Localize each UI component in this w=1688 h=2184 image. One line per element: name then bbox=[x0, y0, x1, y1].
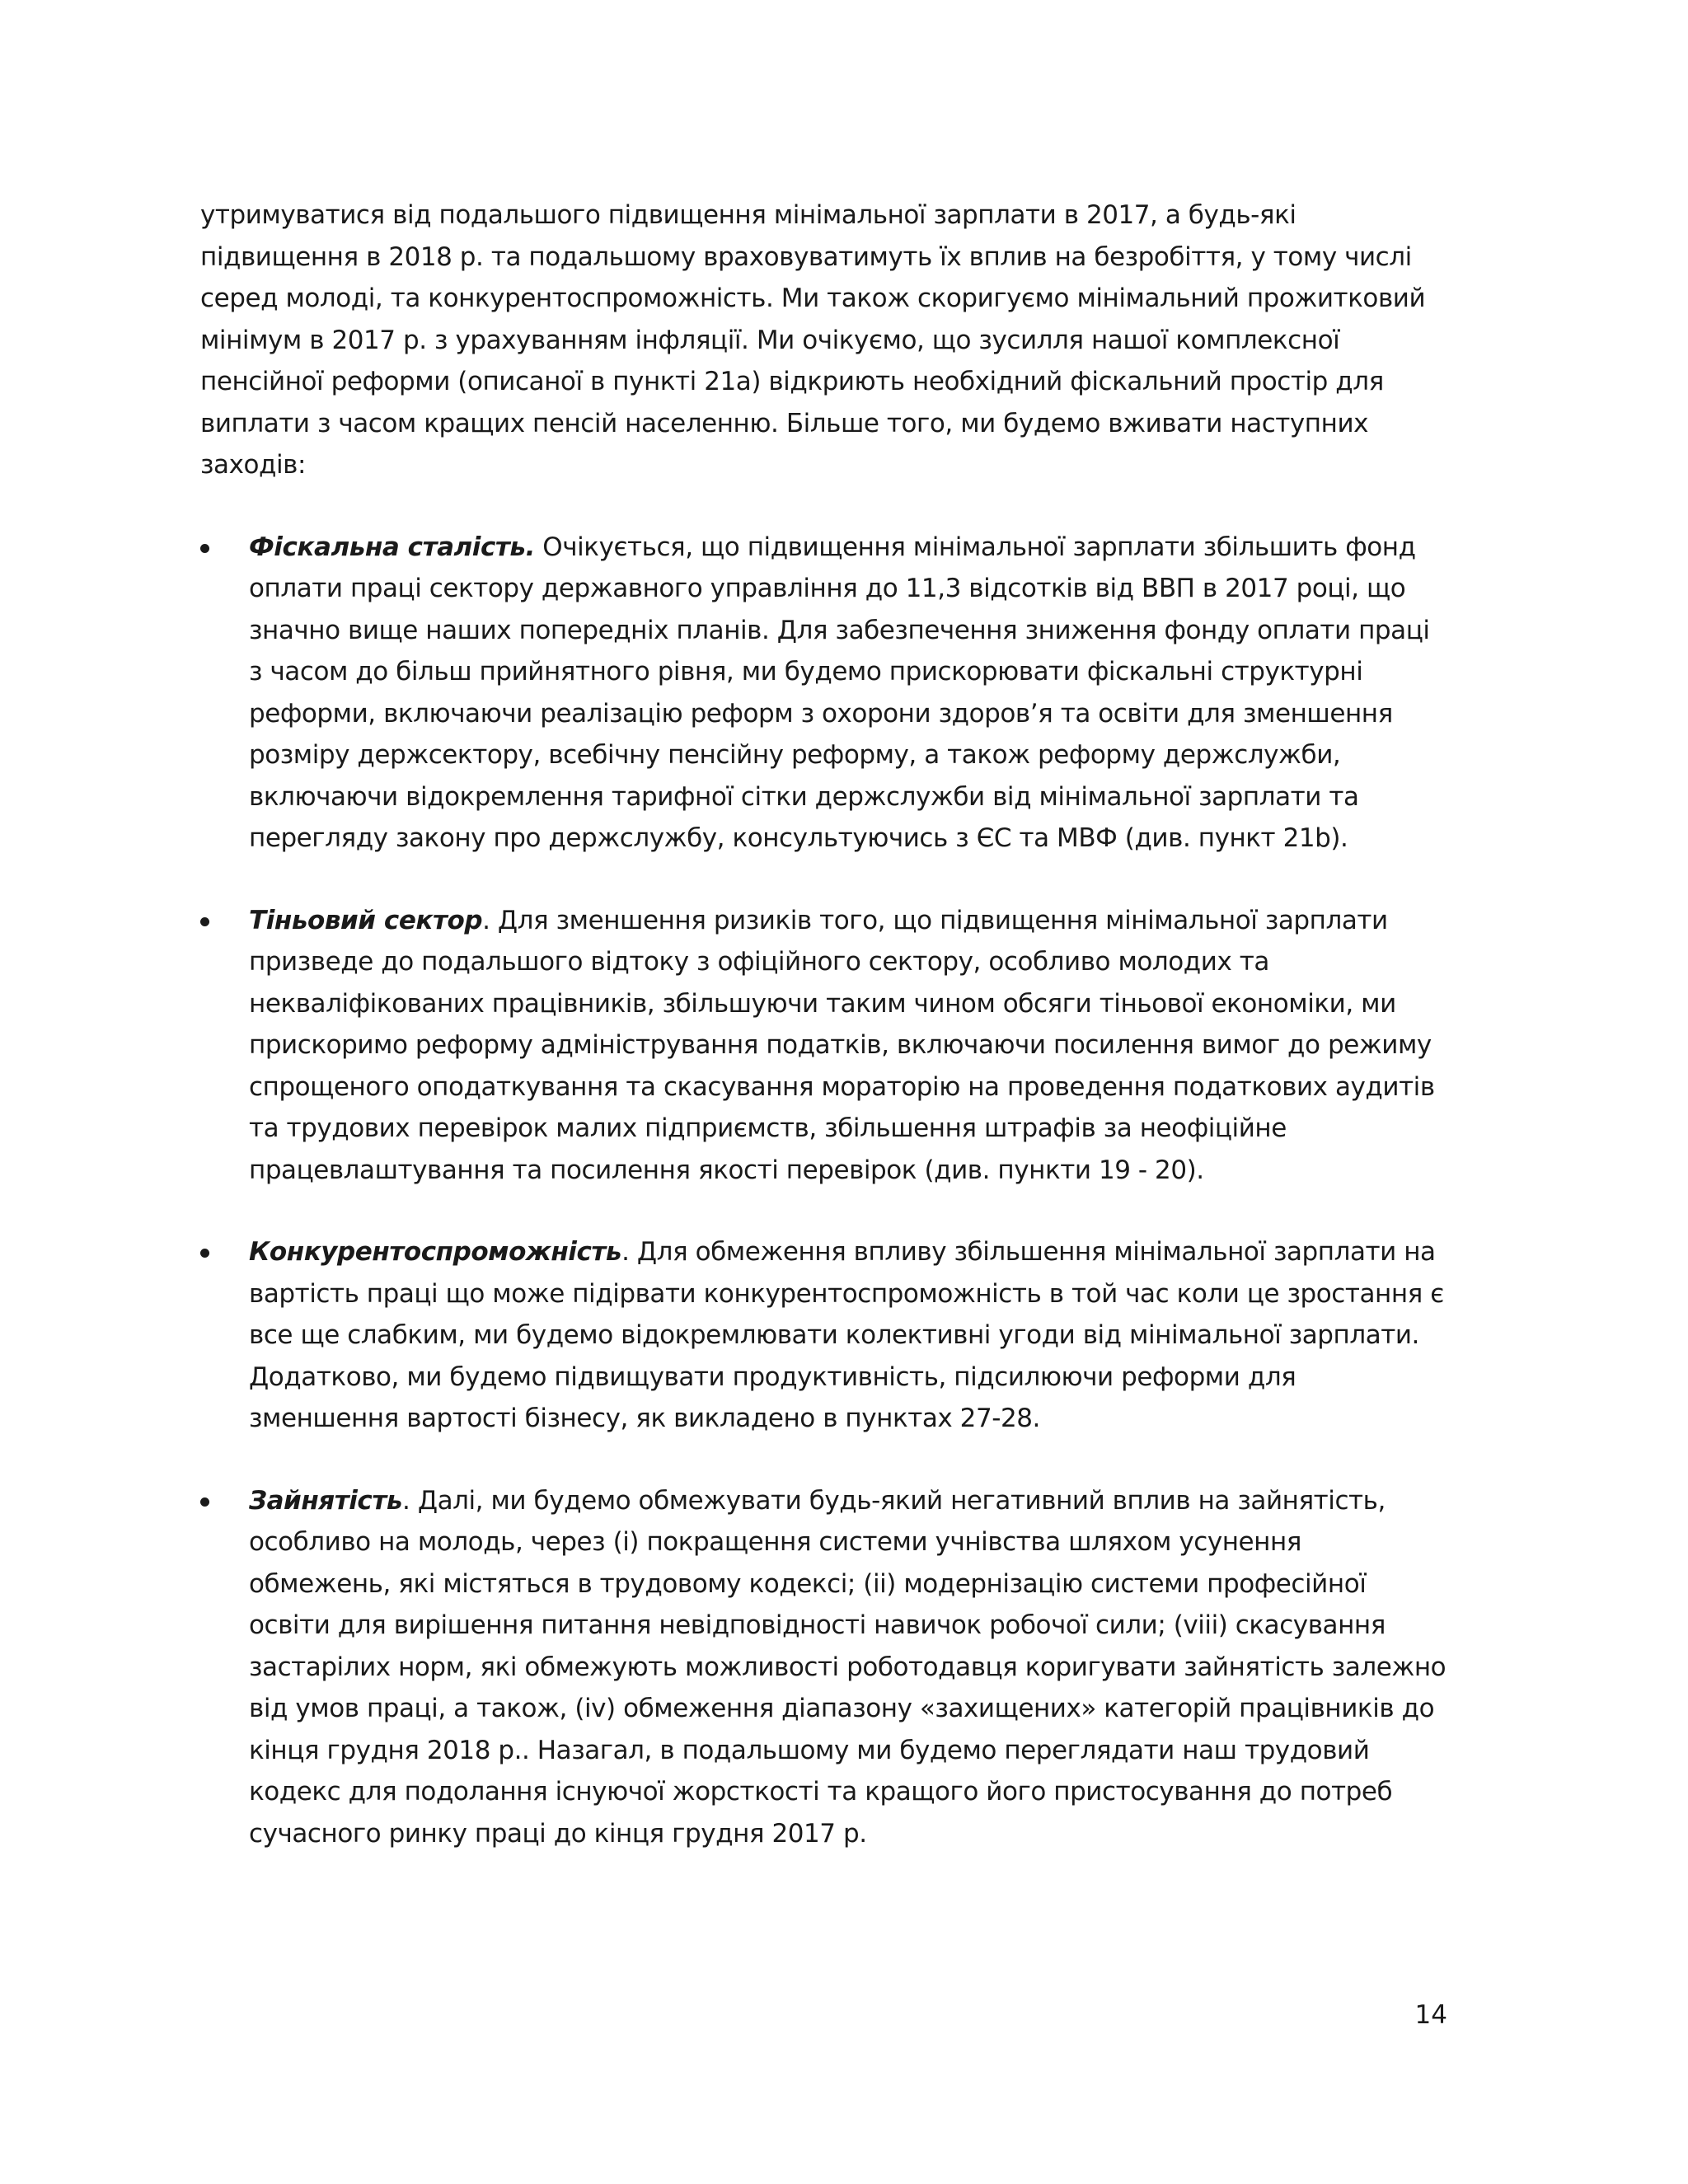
list-item-shadow-sector bbox=[200, 900, 1447, 1192]
list-item-competitiveness bbox=[200, 1231, 1447, 1440]
bullet-icon bbox=[200, 917, 209, 926]
list-item-fiscal-sustainability bbox=[200, 527, 1447, 860]
bullet-icon bbox=[200, 544, 209, 553]
bullet-icon bbox=[200, 1249, 209, 1258]
list-item-employment bbox=[200, 1480, 1447, 1855]
page-number: 14 bbox=[1414, 2000, 1447, 2030]
bullet-text: Очікується, що підвищення мінімальної зарплати збільшить фонд оплати праці сектору державного управління до 11,3 відсотків від ВВП в 2017 році, що значно вище наших попередніх планів. Для забезпечення зниження фонду оплати праці з часом до більш прийнятного рівня, ми будемо прискорювати фіскальні структурні реформи, включаючи реалізацію реформ з охорони здоров’я та освіти для зменшення розміру держсектору, всебічну пенсійну реформу, а також реформу держслужби, включаючи відокремлення тарифної сітки держслужби від мінімальної зарплати та перегляду закону про держслужбу, консультуючись з ЄС та МВФ (див. пункт 21b). bbox=[249, 532, 1430, 853]
bullet-term: Зайнятість bbox=[249, 1485, 403, 1516]
bullet-term: Конкурентоспроможність bbox=[249, 1237, 622, 1267]
body-text bbox=[200, 194, 1447, 1895]
bullet-text: . Далі, ми будемо обмежувати будь-який негативний вплив на зайнятість, особливо на молодь, через (i) покращення системи учнівства шляхом усунення обмежень, які містяться в трудовому кодексі; (ii) модернізацію системи професійної освіти для вирішення питання невідповідності навичок робочої сили; (viii) скасування застарілих норм, які обмежують можливості роботодавця коригувати зайнятість залежно від умов праці, а також, (iv) обмеження діапазону «захищених» категорій працівників до кінця грудня 2018 р.. Назагал, в подальшому ми будемо переглядати наш трудовий кодекс для подолання існуючої жорсткості та кращого його пристосування до потреб сучасного ринку праці до кінця грудня 2017 р. bbox=[249, 1485, 1447, 1849]
bullet-text: . Для обмеження впливу збільшення мінімальної зарплати на вартість праці що може підірвати конкурентоспроможність в той час коли це зростання є все ще слабким, ми будемо відокремлювати колективні угоди від мінімальної зарплати. Додатково, ми будемо підвищувати продуктивність, підсилюючи реформи для зменшення вартості бізнесу, як викладено в пунктах 27-28. bbox=[249, 1237, 1444, 1433]
bullet-term: Фіскальна сталість. bbox=[249, 532, 535, 562]
bullet-text: . Для зменшення ризиків того, що підвищення мінімальної зарплати призведе до подальшого відтоку з офіційного сектору, особливо молодих та некваліфікованих працівників, збільшуючи таким чином обсяги тіньової економіки, ми прискоримо реформу адміністрування податків, включаючи посилення вимог до режиму спрощеного оподаткування та скасування мораторію на проведення податкових аудитів та трудових перевірок малих підприємств, збільшення штрафів за неофіційне працевлаштування та посилення якості перевірок (див. пункти 19 - 20). bbox=[249, 905, 1435, 1185]
measures-list bbox=[200, 527, 1447, 1855]
bullet-term: Тіньовий сектор bbox=[249, 905, 483, 935]
bullet-icon bbox=[200, 1497, 209, 1507]
intro-paragraph: утримуватися від подальшого підвищення мінімальної зарплати в 2017, а будь-які підвищення в 2018 р. та подальшому враховуватимуть їх вплив на безробіття, у тому числі серед молоді, та конкурентоспроможність. Ми також скоригуємо мінімальний прожитковий мінімум в 2017 р. з урахуванням інфляції. Ми очікуємо, що зусилля нашої комплексної пенсійної реформи (описаної в пункті 21a) відкриють необхідний фіскальний простір для виплати з часом кращих пенсій населенню. Більше того, ми будемо вживати наступних заходів: bbox=[200, 200, 1426, 480]
